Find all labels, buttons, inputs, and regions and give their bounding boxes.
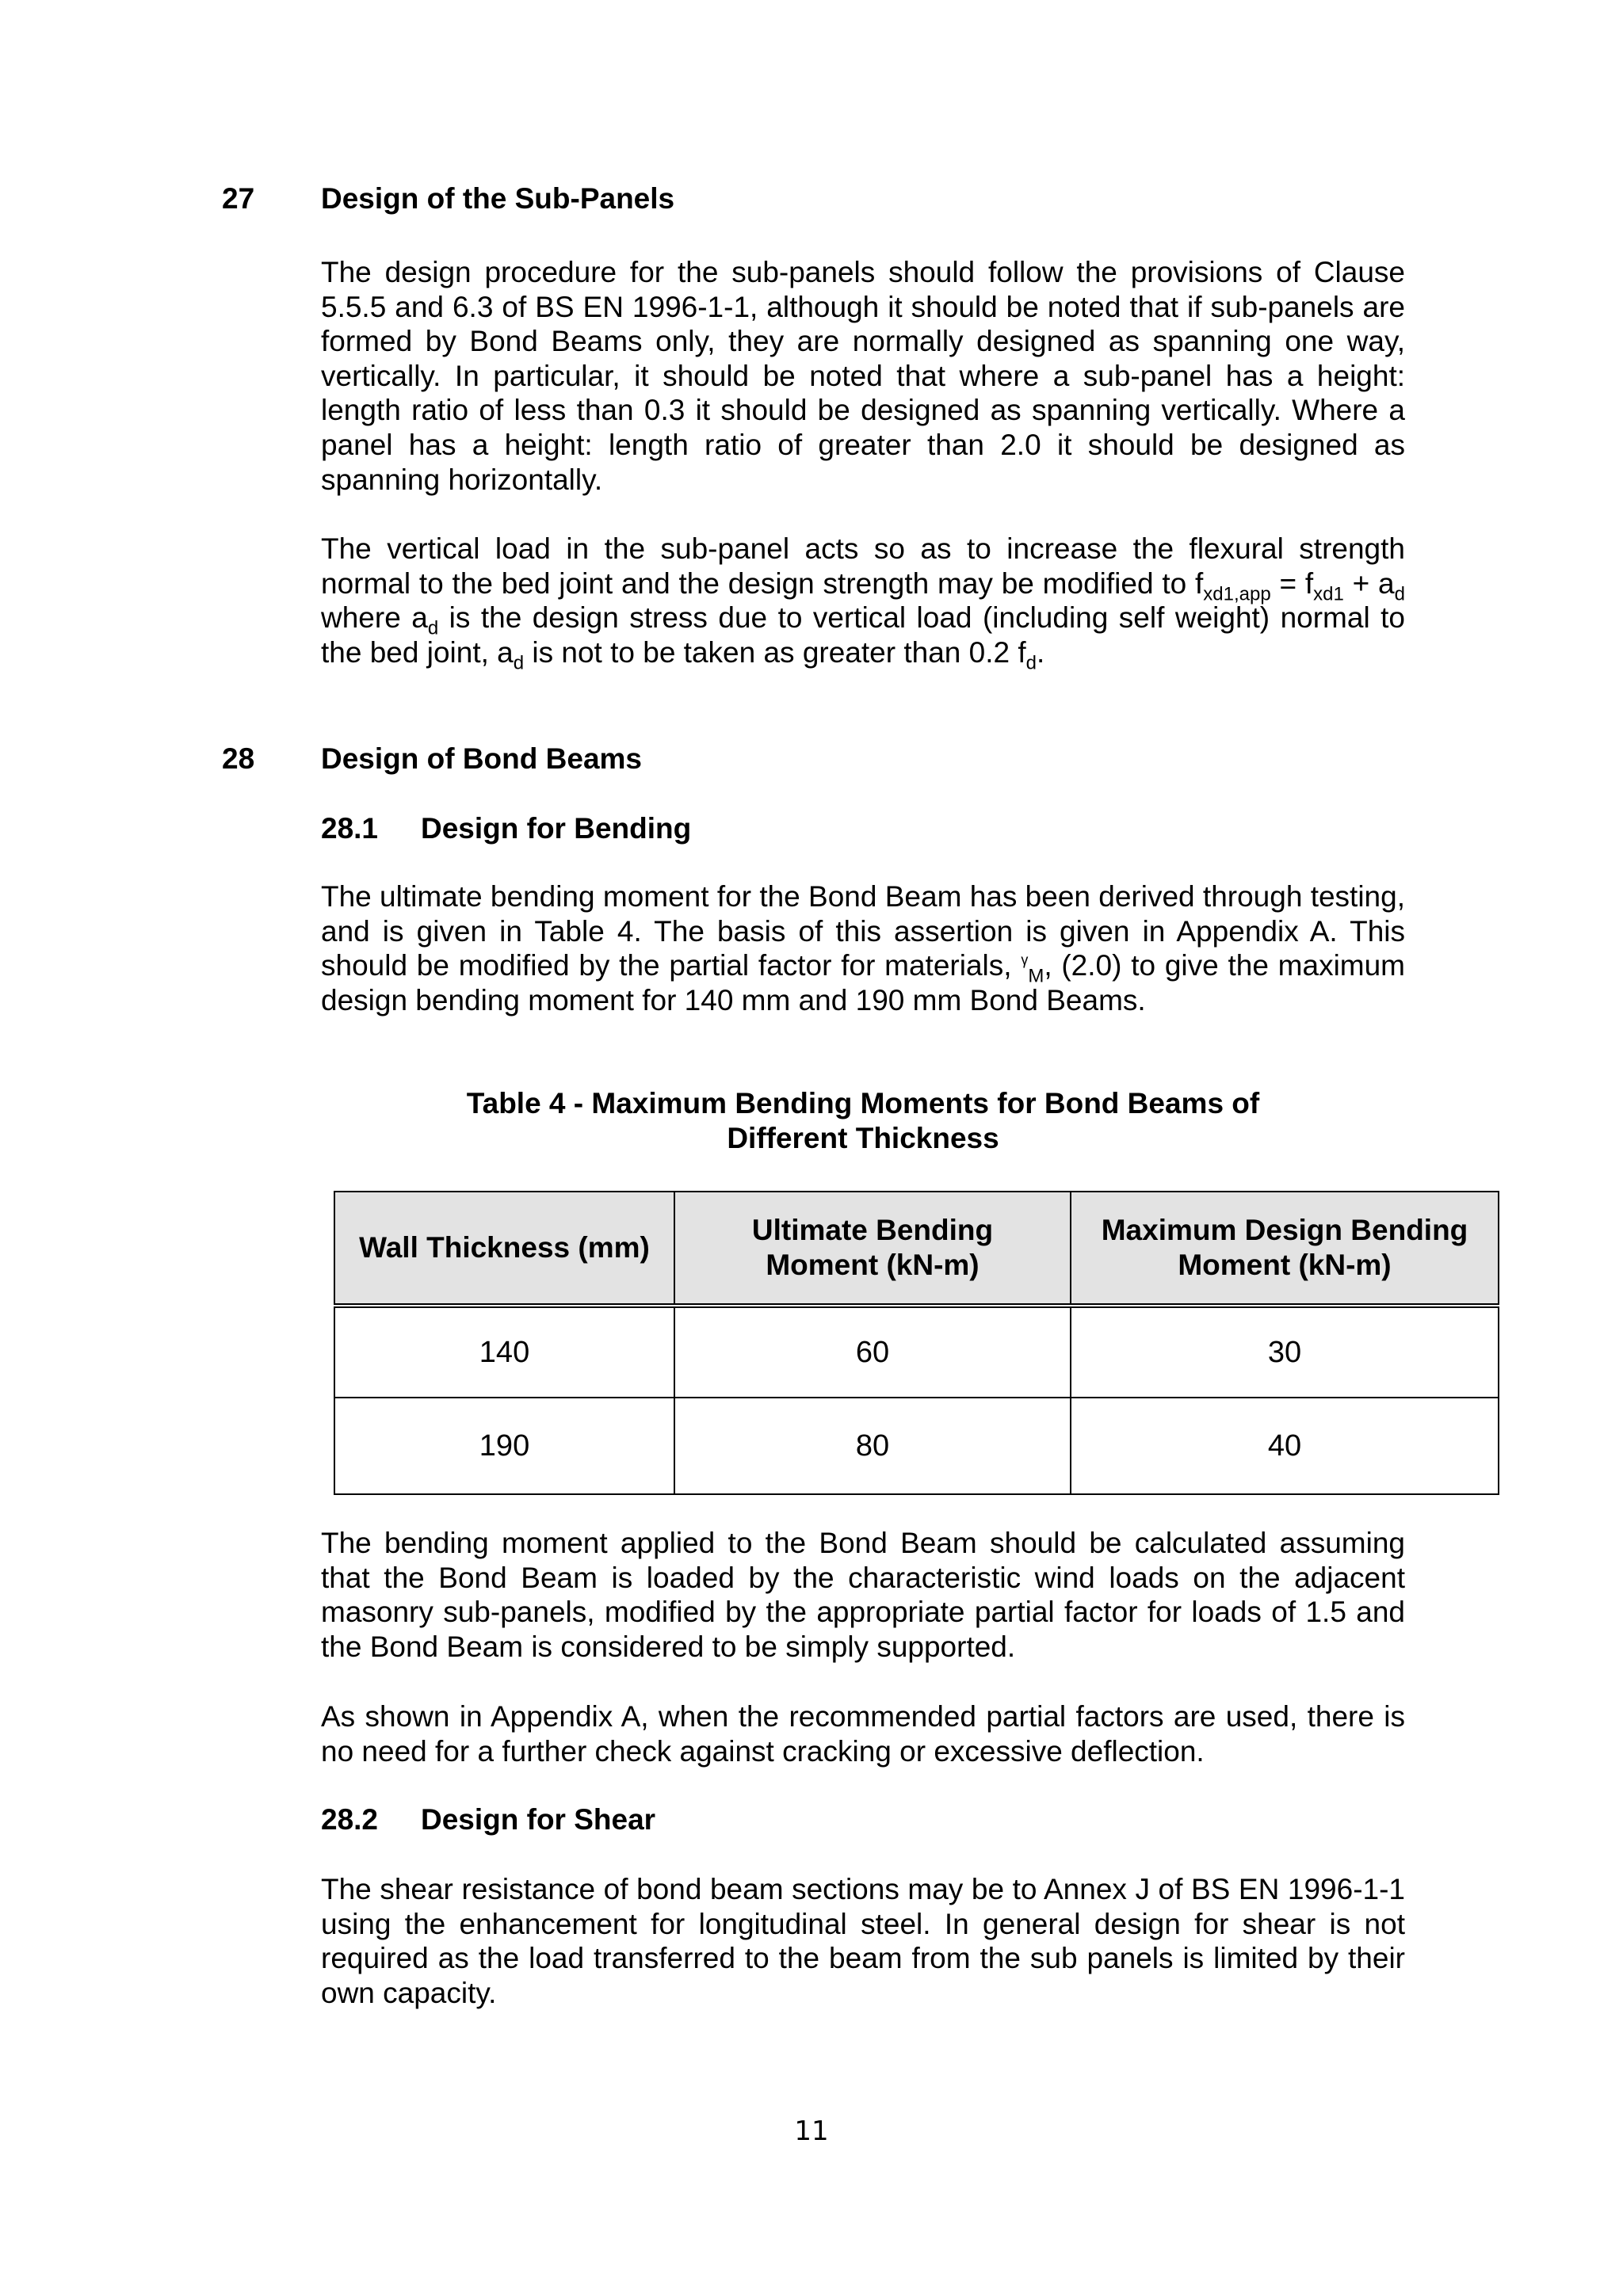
section-number-28: 28 xyxy=(222,742,255,775)
header-ultimate-bending-moment: Ultimate Bending Moment (kN-m) xyxy=(674,1192,1071,1306)
table-row xyxy=(334,1398,1499,1494)
table-header-row xyxy=(334,1192,1499,1306)
bending-moment-table xyxy=(334,1191,1499,1495)
section-title-27: Design of the Sub-Panels xyxy=(321,182,675,215)
cell-ultimate-moment: 60 xyxy=(674,1306,1071,1398)
cell-design-moment: 40 xyxy=(1071,1398,1499,1494)
page-number: 11 xyxy=(794,2115,829,2147)
header-maximum-design-moment: Maximum Design Bending Moment (kN-m) xyxy=(1071,1192,1499,1306)
paragraph-appendix-a: As shown in Appendix A, when the recommended partial factors are used, there is no need for a further check against cracking or excessive deflection. xyxy=(321,1700,1405,1768)
subsection-title-28-2: Design for Shear xyxy=(421,1803,656,1836)
cell-wall-thickness: 140 xyxy=(334,1306,674,1398)
cell-wall-thickness: 190 xyxy=(334,1398,674,1494)
cell-ultimate-moment: 80 xyxy=(674,1398,1071,1494)
cell-design-moment: 30 xyxy=(1071,1306,1499,1398)
paragraph-shear-resistance: The shear resistance of bond beam sections may be to Annex J of BS EN 1996-1-1 using the enhancement for longitudinal steel. In general design for shear is not required as the load transferred to the beam from the sub panels is limited by their own capacity. xyxy=(321,1873,1405,2009)
subsection-title-28-1: Design for Bending xyxy=(421,812,692,845)
table-row xyxy=(334,1306,1499,1398)
subsection-number-28-1: 28.1 xyxy=(321,812,379,845)
paragraph-sub-panel-design: The design procedure for the sub-panels should follow the provisions of Clause 5.5.5 and 6.3 of BS EN 1996-1-1, although it should be noted that if sub-panels are formed by Bond Beams only, they are normally designed as spanning one way, vertically. In particular, it should be noted that where a sub-panel has a height: length ratio of less than 0.3 it should be designed as spanning vertically. Where a panel has a height: length ratio of greater than 2.0 it should be designed as spanning horizontally. xyxy=(321,256,1405,496)
table-caption xyxy=(321,1086,1405,1156)
subsection-number-28-2: 28.2 xyxy=(321,1803,379,1836)
paragraph-applied-bending: The bending moment applied to the Bond Beam should be calculated assuming that the Bond Beam is loaded by the characteristic wind loads on the adjacent masonry sub-panels, modified by the appropriate partial factor for loads of 1.5 and the Bond Beam is considered to be simply supported. xyxy=(321,1527,1405,1663)
section-number-27: 27 xyxy=(222,182,255,215)
header-wall-thickness: Wall Thickness (mm) xyxy=(334,1192,674,1306)
table-caption-line-2: Different Thickness xyxy=(727,1122,999,1154)
table-caption-line-1: Table 4 - Maximum Bending Moments for Bond Beams of xyxy=(466,1087,1260,1119)
section-title-28: Design of Bond Beams xyxy=(321,742,642,775)
paragraph-vertical-load: The vertical load in the sub-panel acts so as to increase the flexural strength normal to the bed joint and the design strength may be modified to $f_{xd1,app} = f_{xd1} + a_d$ where $a_d$ is the design stress due to vertical load (including self weight) normal to the bed joint, $a_d$ is not to be taken as greater than 0.2 $f_d$. xyxy=(321,532,1405,674)
paragraph-ultimate-bending: The ultimate bending moment for the Bond Beam has been derived through testing, and is given in Table 4. The basis of this assertion is given in Appendix A. This should be modified by the partial factor for materials, $^\gamma_M$, (2.0) to give the maximum design bending moment for 140 mm and 190 mm Bond Beams. xyxy=(321,880,1406,1016)
